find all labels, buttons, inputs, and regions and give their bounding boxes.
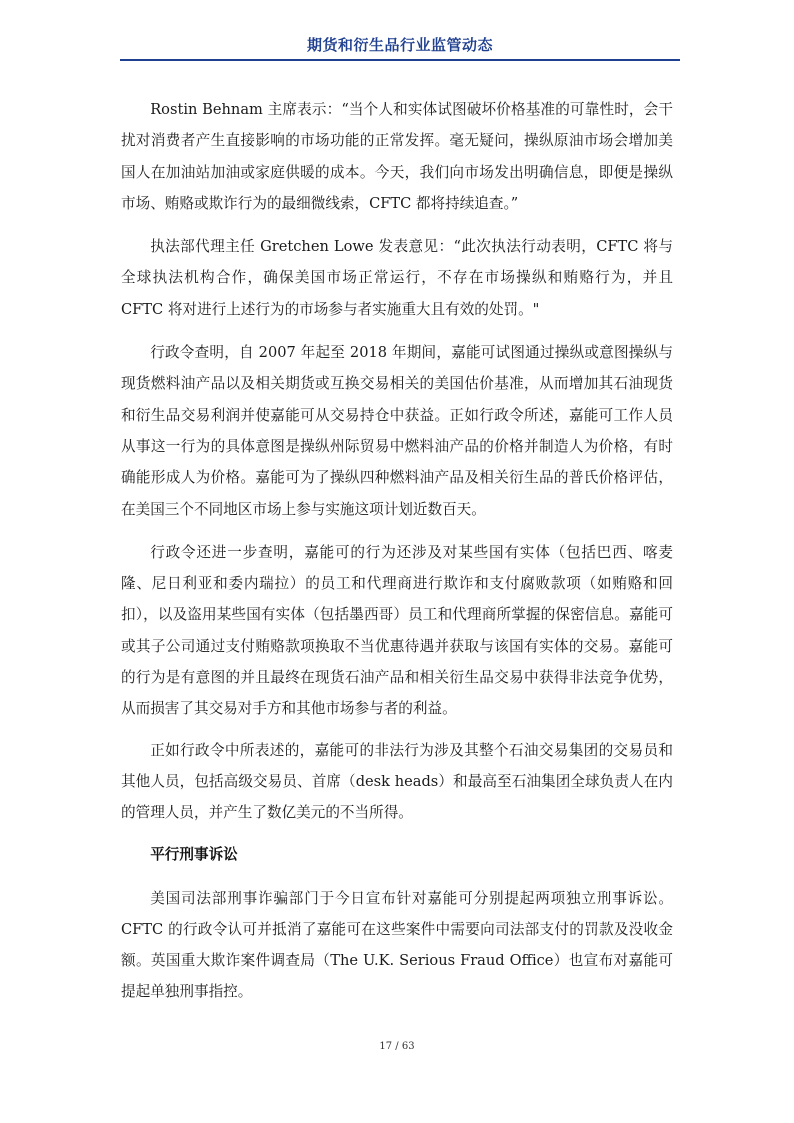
section-heading: 平行刑事诉讼 — [150, 845, 238, 863]
paragraph: 行政令查明，自 2007 年起至 2018 年期间，嘉能可试图通过操纵或意图操纵与现货燃料油产品以及相关期货或互换交易相关的美国估价基准，从而增加其石油现货和衍生品交易利润并使嘉能可从交易持仓中获益。正如行政令所述，嘉能可工作人员从事这一行为的具体意图是操纵州际贸易中燃料油产品的价格并制造人为价格，有时确能形成人为价格。嘉能可为了操纵四种燃料油产品及相关衍生品的普氏价格评估，在美国三个不同地区市场上参与实施这项计划近数百天。 — [121, 344, 673, 518]
header-divider — [120, 59, 680, 61]
paragraph: 正如行政令中所表述的，嘉能可的非法行为涉及其整个石油交易集团的交易员和其他人员，包括高级交易员、首席（desk heads）和最高至石油集团全球负责人在内的管理人员，并产生了数亿美元的不当所得。 — [121, 741, 673, 822]
paragraph: 执法部代理主任 Gretchen Lowe 发表意见：“此次执法行动表明，CFTC 将与全球执法机构合作，确保美国市场正常运行，不存在市场操纵和贿赂行为，并且 CFTC 将对进行上述行为的市场参与者实施重大且有效的处罚。" — [121, 238, 673, 318]
paragraph: Rostin Behnam 主席表示：“当个人和实体试图破坏价格基准的可靠性时，会干扰对消费者产生直接影响的市场功能的正常发挥。毫无疑问，操纵原油市场会增加美国人在加油站加油或家庭供暖的成本。今天，我们向市场发出明确信息，即便是操纵市场、贿赂或欺诈行为的最细微线索，CFTC 都将持续追查。” — [121, 101, 673, 212]
paragraph: 行政令还进一步查明，嘉能可的行为还涉及对某些国有实体（包括巴西、喀麦隆、尼日利亚和委内瑞拉）的员工和代理商进行欺诈和支付腐败款项（如贿赂和回扣），以及盗用某些国有实体（包括墨西哥）员工和代理商所掌握的保密信息。嘉能可或其子公司通过支付贿赂款项换取不当优惠待遇并获取与该国有实体的交易。嘉能可的行为是有意图的并且最终在现货石油产品和相关衍生品交易中获得非法竞争优势，从而损害了其交易对手方和其他市场参与者的利益。 — [121, 543, 673, 718]
page-header — [120, 34, 680, 56]
header-title: 期货和衍生品行业监管动态 — [306, 36, 493, 54]
document-body — [121, 94, 673, 1020]
paragraph: 美国司法部刑事诈骗部门于今日宣布针对嘉能可分别提起两项独立刑事诉讼。CFTC 的行政令认可并抵消了嘉能可在这些案件中需要向司法部支付的罚款及没收金额。英国重大欺诈案件调查局（The U.K. Serious Fraud Office）也宣布对嘉能可提起单独刑事指控。 — [121, 889, 673, 1001]
page-number: 17 / 63 — [379, 1041, 415, 1052]
